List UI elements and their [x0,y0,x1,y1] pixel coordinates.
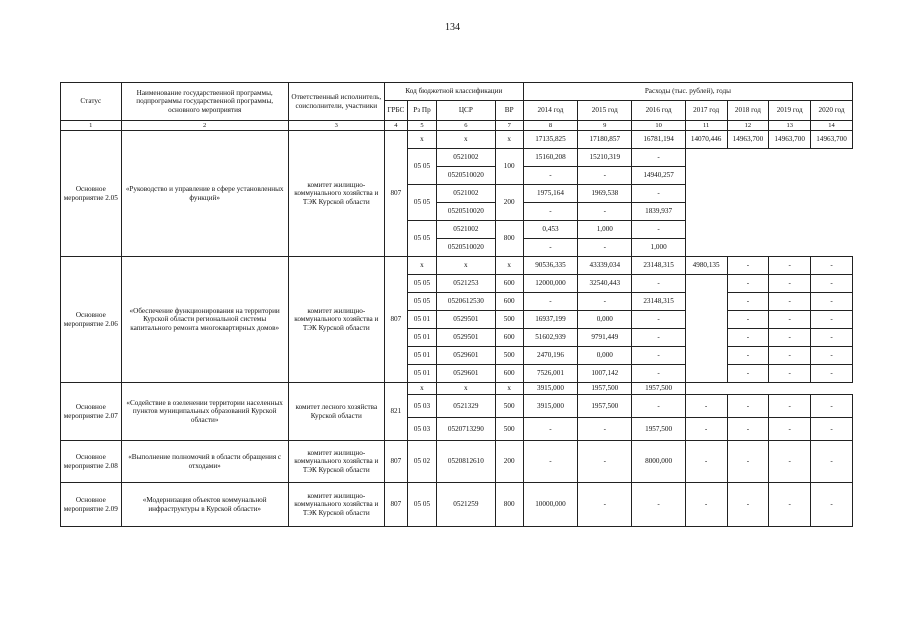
column-number: 5 [407,121,436,131]
header-year: 2020 год [811,101,853,121]
value-cell: 1,000 [632,239,685,257]
rzpr-cell: х [407,257,436,275]
column-number: 6 [437,121,496,131]
value-cell: 12000,000 [523,275,577,293]
header-program: Наименование государственной программы, подпрограммы государственной программы, основного мероприятия [121,83,288,121]
value-cell: - [727,395,769,418]
status-cell: Основное мероприятие 2.05 [61,131,122,257]
value-cell: - [632,275,685,293]
header-csr: ЦСР [437,101,496,121]
value-cell: - [769,311,811,329]
header-year: 2015 год [578,101,632,121]
rzpr-cell: 05 05 [407,293,436,311]
vr-cell: х [495,383,523,395]
column-number: 8 [523,121,577,131]
csr-cell: 0521259 [437,483,496,527]
value-cell: 0,000 [578,347,632,365]
value-cell: 1957,500 [578,395,632,418]
rzpr-cell: 05 05 [407,275,436,293]
value-cell: 3915,000 [523,383,577,395]
vr-cell: 800 [495,221,523,257]
value-cell: 14963,700 [811,131,853,149]
value-cell: 9791,449 [578,329,632,347]
value-cell: 16781,194 [632,131,685,149]
value-cell: - [727,257,769,275]
executor-cell: комитет жилищно-коммунального хозяйства и ТЭК Курской области [288,483,384,527]
table-row [61,131,853,149]
column-number: 3 [288,121,384,131]
value-cell: - [811,293,853,311]
column-number: 14 [811,121,853,131]
rzpr-cell: х [407,131,436,149]
csr-cell: 0529501 [437,311,496,329]
value-cell: - [811,441,853,483]
value-cell: - [727,347,769,365]
header-executor: Ответственный исполнитель, соисполнители, участники [288,83,384,121]
csr-cell: х [437,257,496,275]
value-cell: - [811,257,853,275]
value-cell: - [727,293,769,311]
value-cell: 1957,500 [632,418,685,441]
table-row [61,441,853,483]
value-cell: - [523,239,577,257]
status-cell: Основное мероприятие 2.09 [61,483,122,527]
grbs-cell: 807 [384,441,407,483]
column-number-row [61,121,853,131]
value-cell: - [769,395,811,418]
vr-cell: 500 [495,395,523,418]
value-cell: - [632,149,685,167]
header-year: 2018 год [727,101,769,121]
csr-cell: 0529601 [437,365,496,383]
header-year: 2014 год [523,101,577,121]
column-number: 2 [121,121,288,131]
rzpr-cell: 05 01 [407,329,436,347]
value-cell: - [811,395,853,418]
value-cell: 23148,315 [632,257,685,275]
value-cell: - [632,483,685,527]
rzpr-cell: 05 03 [407,418,436,441]
csr-cell: 0521002 [437,221,496,239]
value-cell: - [632,365,685,383]
grbs-cell: 807 [384,257,407,383]
value-cell: - [811,329,853,347]
value-cell: 16937,199 [523,311,577,329]
header-year: 2016 год [632,101,685,121]
csr-cell: х [437,383,496,395]
budget-table [60,82,853,527]
value-cell: - [769,275,811,293]
csr-cell: 0521002 [437,149,496,167]
status-cell: Основное мероприятие 2.08 [61,441,122,483]
vr-cell: 200 [495,441,523,483]
value-cell: - [685,395,727,418]
header-rzpr: Рз Пр [407,101,436,121]
csr-cell: 0520612530 [437,293,496,311]
value-cell: 1007,142 [578,365,632,383]
page-number: 134 [445,22,460,33]
value-cell: - [727,365,769,383]
header-vr: ВР [495,101,523,121]
value-cell: 14940,257 [632,167,685,185]
header-status: Статус [61,83,122,121]
csr-cell: х [437,131,496,149]
value-cell: - [769,329,811,347]
value-cell: 43339,034 [578,257,632,275]
value-cell: 1839,937 [632,203,685,221]
value-cell: - [632,185,685,203]
value-cell: - [523,167,577,185]
rzpr-cell: 05 02 [407,441,436,483]
column-number: 4 [384,121,407,131]
value-cell: 14070,446 [685,131,727,149]
value-cell: - [632,395,685,418]
status-cell: Основное мероприятие 2.06 [61,257,122,383]
value-cell: - [632,311,685,329]
value-cell: - [578,203,632,221]
value-cell: - [685,441,727,483]
value-cell: - [685,483,727,527]
value-cell: 17180,857 [578,131,632,149]
csr-cell: 0520510020 [437,203,496,221]
vr-cell: 100 [495,149,523,185]
empty-cell [685,383,852,395]
value-cell: - [811,418,853,441]
value-cell: 90536,335 [523,257,577,275]
value-cell: - [523,293,577,311]
rzpr-cell: 05 05 [407,221,436,257]
value-cell: 4980,135 [685,257,727,275]
column-number: 13 [769,121,811,131]
value-cell: - [727,275,769,293]
header-grbs: ГРБС [384,101,407,121]
value-cell: - [811,483,853,527]
csr-cell: 0529601 [437,347,496,365]
value-cell: - [632,221,685,239]
rzpr-cell: 05 01 [407,347,436,365]
column-number: 12 [727,121,769,131]
value-cell: 1975,164 [523,185,577,203]
vr-cell: 600 [495,365,523,383]
csr-cell: 0521329 [437,395,496,418]
csr-cell: 0521002 [437,185,496,203]
value-cell: 7526,001 [523,365,577,383]
column-number: 9 [578,121,632,131]
value-cell: - [578,418,632,441]
csr-cell: 0520713290 [437,418,496,441]
value-cell: - [578,441,632,483]
executor-cell: комитет жилищно-коммунального хозяйства и ТЭК Курской области [288,257,384,383]
value-cell: - [769,257,811,275]
table-row [61,257,853,275]
value-cell: - [685,418,727,441]
value-cell: - [632,347,685,365]
value-cell: 1969,538 [578,185,632,203]
value-cell: 2470,196 [523,347,577,365]
header-budget-code: Код бюджетной классификации [384,83,523,101]
rzpr-cell: 05 05 [407,185,436,221]
empty-cell [685,275,727,383]
value-cell: 0,453 [523,221,577,239]
value-cell: 32540,443 [578,275,632,293]
value-cell: 3915,000 [523,395,577,418]
value-cell: 15210,319 [578,149,632,167]
program-name-cell: «Содействие в озеленении территории населенных пунктов муниципальных образований Курской области» [121,383,288,441]
value-cell: - [769,418,811,441]
program-name-cell: «Модернизация объектов коммунальной инфраструктуры в Курской области» [121,483,288,527]
csr-cell: 0529501 [437,329,496,347]
rzpr-cell: 05 05 [407,483,436,527]
value-cell: 23148,315 [632,293,685,311]
value-cell: - [811,275,853,293]
value-cell: - [811,311,853,329]
vr-cell: 600 [495,329,523,347]
rzpr-cell: 05 01 [407,365,436,383]
program-name-cell: «Выполнение полномочий в области обращения с отходами» [121,441,288,483]
rzpr-cell: 05 01 [407,311,436,329]
rzpr-cell: х [407,383,436,395]
grbs-cell: 807 [384,131,407,257]
value-cell: - [769,441,811,483]
vr-cell: 200 [495,185,523,221]
status-cell: Основное мероприятие 2.07 [61,383,122,441]
csr-cell: 0520510020 [437,167,496,185]
rzpr-cell: 05 05 [407,149,436,185]
value-cell: - [578,239,632,257]
value-cell: 8000,000 [632,441,685,483]
value-cell: 0,000 [578,311,632,329]
grbs-cell: 807 [384,483,407,527]
executor-cell: комитет жилищно-коммунального хозяйства и ТЭК Курской области [288,131,384,257]
header-expenses: Расходы (тыс. рублей), годы [523,83,852,101]
value-cell: - [727,311,769,329]
value-cell: - [578,293,632,311]
value-cell: 17135,825 [523,131,577,149]
column-number: 7 [495,121,523,131]
value-cell: - [727,418,769,441]
vr-cell: 500 [495,347,523,365]
vr-cell: 500 [495,418,523,441]
vr-cell: х [495,131,523,149]
value-cell: 15160,208 [523,149,577,167]
value-cell: 14963,700 [727,131,769,149]
value-cell: - [523,203,577,221]
value-cell: - [727,483,769,527]
value-cell: - [523,418,577,441]
table-row [61,483,853,527]
value-cell: 1957,500 [632,383,685,395]
empty-cell [685,149,852,257]
program-name-cell: «Руководство и управление в сфере установленных функций» [121,131,288,257]
csr-cell: 0520510020 [437,239,496,257]
executor-cell: комитет жилищно-коммунального хозяйства и ТЭК Курской области [288,441,384,483]
value-cell: - [811,365,853,383]
value-cell: - [727,329,769,347]
program-name-cell: «Обеспечение функционирования на территории Курской области региональной системы капитального ремонта многоквартирных домов» [121,257,288,383]
value-cell: - [727,441,769,483]
value-cell: 1957,500 [578,383,632,395]
value-cell: - [523,441,577,483]
value-cell: - [578,167,632,185]
vr-cell: 600 [495,275,523,293]
value-cell: - [632,329,685,347]
table-row [61,383,853,395]
column-number: 1 [61,121,122,131]
value-cell: - [769,293,811,311]
executor-cell: комитет лесного хозяйства Курской области [288,383,384,441]
value-cell: 51602,939 [523,329,577,347]
vr-cell: 500 [495,311,523,329]
value-cell: - [811,347,853,365]
vr-cell: 800 [495,483,523,527]
header-year: 2019 год [769,101,811,121]
value-cell: - [769,483,811,527]
vr-cell: 600 [495,293,523,311]
value-cell: 10000,000 [523,483,577,527]
csr-cell: 0521253 [437,275,496,293]
column-number: 11 [685,121,727,131]
value-cell: 1,000 [578,221,632,239]
rzpr-cell: 05 03 [407,395,436,418]
csr-cell: 0520812610 [437,441,496,483]
value-cell: - [769,365,811,383]
value-cell: - [578,483,632,527]
grbs-cell: 821 [384,383,407,441]
value-cell: - [769,347,811,365]
vr-cell: х [495,257,523,275]
column-number: 10 [632,121,685,131]
header-year: 2017 год [685,101,727,121]
value-cell: 14963,700 [769,131,811,149]
